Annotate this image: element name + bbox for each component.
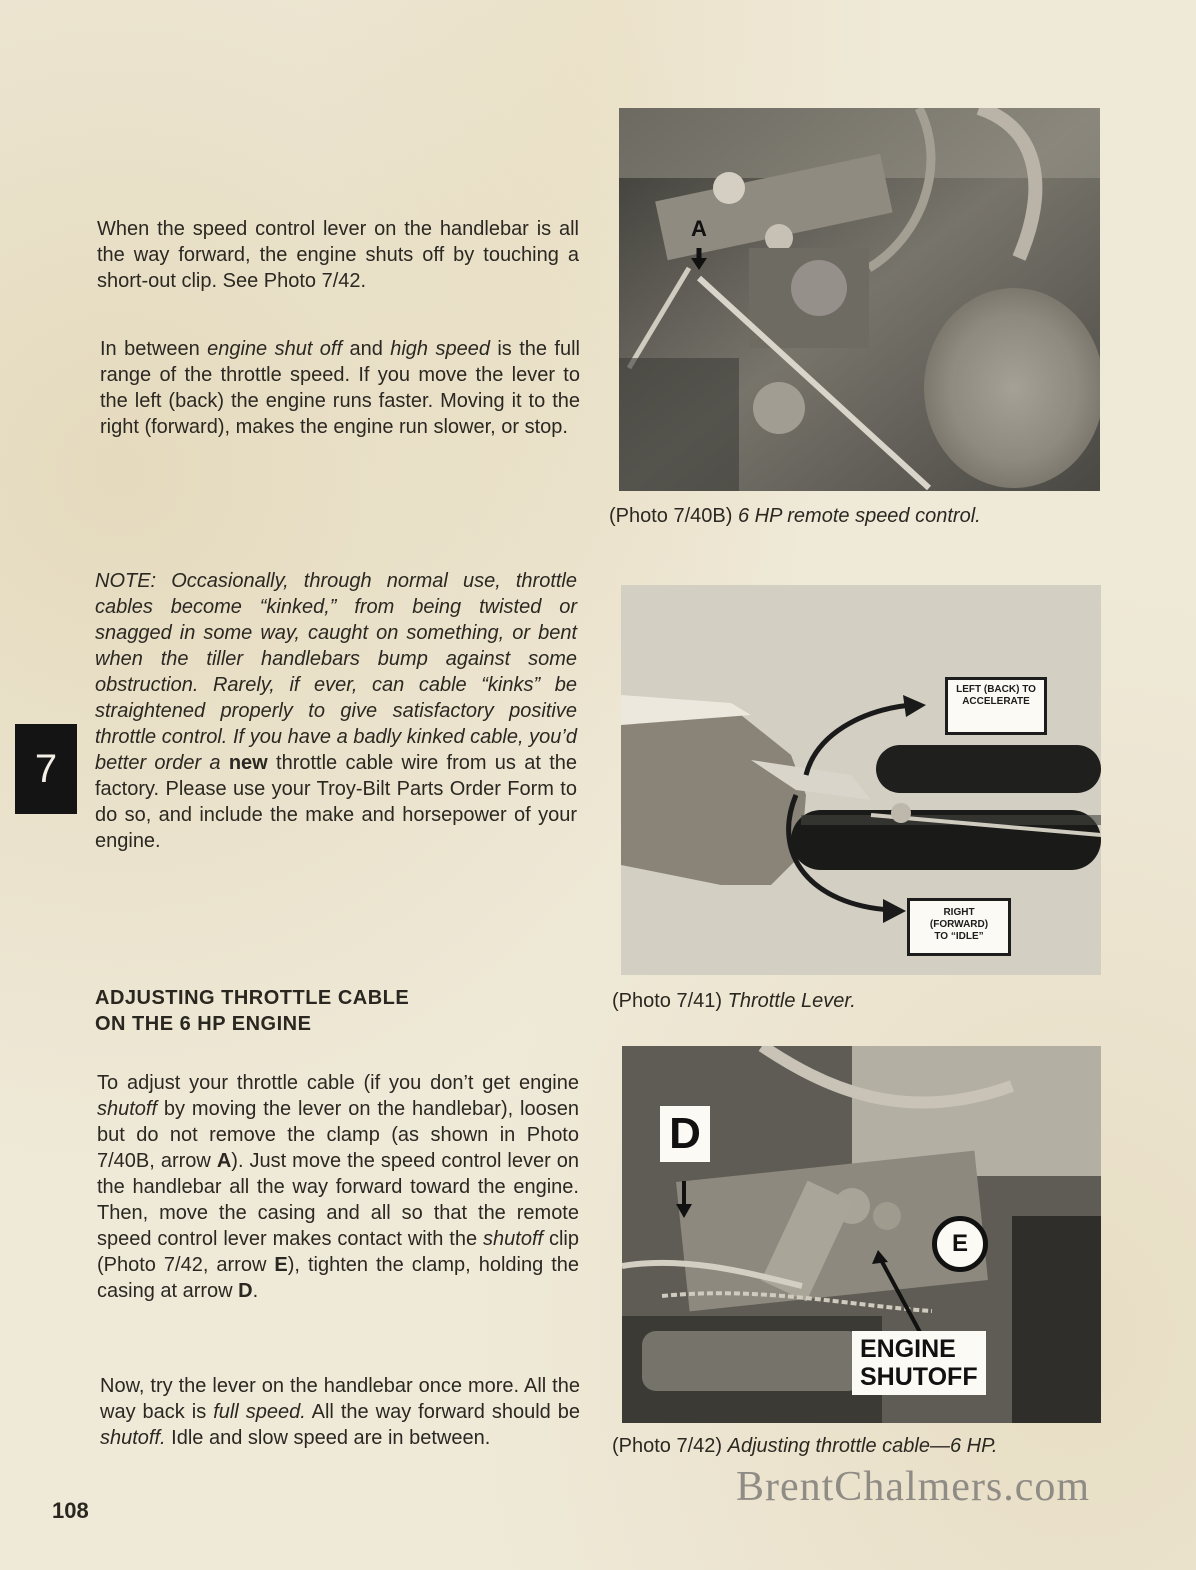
text-run: and: [342, 338, 391, 360]
label-right-idle: [907, 898, 1011, 956]
caption-photo-41: [612, 989, 856, 1013]
label-right-line-2: (FORWARD): [929, 919, 989, 930]
label-d: D: [660, 1106, 710, 1162]
text-run: Now, try the lever on the handlebar once more. All the way back is: [100, 1375, 580, 1423]
text-run: ), tighten the clamp, holding the casing at arrow: [97, 1254, 579, 1302]
note-kinked-cable: [95, 568, 577, 854]
caption-text: Throttle Lever.: [727, 990, 856, 1012]
watermark: BrentChalmers.com: [736, 1464, 1091, 1510]
label-a: A: [691, 216, 707, 241]
chapter-tab: 7: [15, 724, 77, 814]
text-run: Idle and slow speed are in between.: [165, 1427, 491, 1449]
caption-text: 6 HP remote speed control.: [737, 505, 981, 527]
text-run-italic: shutoff: [97, 1098, 158, 1120]
note-bold-text: new: [228, 752, 268, 774]
text-run: clip (Photo 7/42, arrow: [97, 1228, 579, 1276]
label-left-accelerate: LEFT (BACK) TO ACCELERATE: [945, 677, 1047, 735]
text-run-italic: shutoff: [483, 1228, 544, 1250]
note-italic-text: NOTE: Occasionally, through normal use, throttle cables become “kinked,” from being twisted or snagged in some way, caught on something, or bent when the tiller handlebars bump against some obstruction. Rarely, if ever, can cable “kinks” be straightened properly to give satisfactory positive throttle control. If you have a badly kinked cable, you’d better order a: [95, 570, 577, 774]
note-plain-text: throttle cable wire from us at the factory. Please use your Troy-Bilt Parts Order Form to do so, and include the make and horsepower of your engine.: [95, 752, 577, 852]
caption-text: Adjusting throttle cable—6 HP.: [727, 1435, 998, 1457]
label-e: E: [932, 1216, 988, 1272]
paragraph-test-lever: [100, 1373, 580, 1451]
heading-line-1: ADJUSTING THROTTLE CABLE: [95, 987, 410, 1009]
caption-photo-42: [612, 1434, 997, 1458]
text-run: All the way forward should be: [305, 1401, 580, 1423]
text-run: In between: [100, 338, 208, 360]
caption-id: (Photo 7/41): [612, 990, 723, 1012]
text-run: To adjust your throttle cable (if you don’t get engine: [97, 1072, 579, 1094]
text-run-italic: engine shut off: [207, 338, 343, 360]
text-run-italic: full speed.: [213, 1401, 306, 1423]
engine-photo-illustration: [619, 108, 1100, 491]
page-number: 108: [52, 1498, 89, 1523]
caption-id: (Photo 7/42): [612, 1435, 723, 1457]
label-engine-line-2: SHUTOFF: [860, 1363, 978, 1391]
throttle-lever-illustration: [621, 585, 1101, 975]
text-run-bold: D: [238, 1280, 253, 1302]
label-right-line-3: TO “IDLE”: [934, 931, 984, 942]
paragraph-adjust-cable: [97, 1070, 579, 1304]
photo-remote-speed-control: [619, 108, 1100, 491]
caption-id: (Photo 7/40B): [609, 505, 733, 527]
text-run: by moving the lever on the handlebar), loosen but do not remove the clamp (as shown in Photo 7/40B, arrow: [97, 1098, 579, 1172]
section-heading: [95, 985, 465, 1037]
photo-adjusting-cable: [622, 1046, 1101, 1423]
label-right-line-1: RIGHT: [943, 907, 975, 918]
text-run-italic: shutoff.: [100, 1427, 166, 1449]
label-engine-shutoff: [852, 1331, 986, 1395]
text-run-italic: high speed: [390, 338, 490, 360]
label-engine-line-1: ENGINE: [860, 1335, 956, 1363]
paragraph-throttle-range: [100, 336, 580, 440]
text-run: is the full range of the throttle speed. If you move the lever to the left (back) the engine runs faster. Moving it to the right (forward), makes the engine run slower, or stop.: [100, 338, 580, 438]
photo-throttle-lever: [621, 585, 1101, 975]
paragraph-shutoff: [97, 216, 579, 294]
text-run-bold: E: [274, 1254, 288, 1276]
text-run: .: [252, 1280, 259, 1302]
text-run: ). Just move the speed control lever on the handlebar all the way forward toward the engine. Then, move the casing and all so that the remote speed control lever makes contact with the: [97, 1150, 579, 1250]
text-run-bold: A: [216, 1150, 232, 1172]
caption-photo-40b: [609, 504, 981, 528]
heading-line-2: ON THE 6 HP ENGINE: [95, 1013, 312, 1035]
paragraph-shutoff-text: When the speed control lever on the handlebar is all the way forward, the engine shuts off by touching a short-out clip. See Photo 7/42.: [97, 218, 579, 292]
